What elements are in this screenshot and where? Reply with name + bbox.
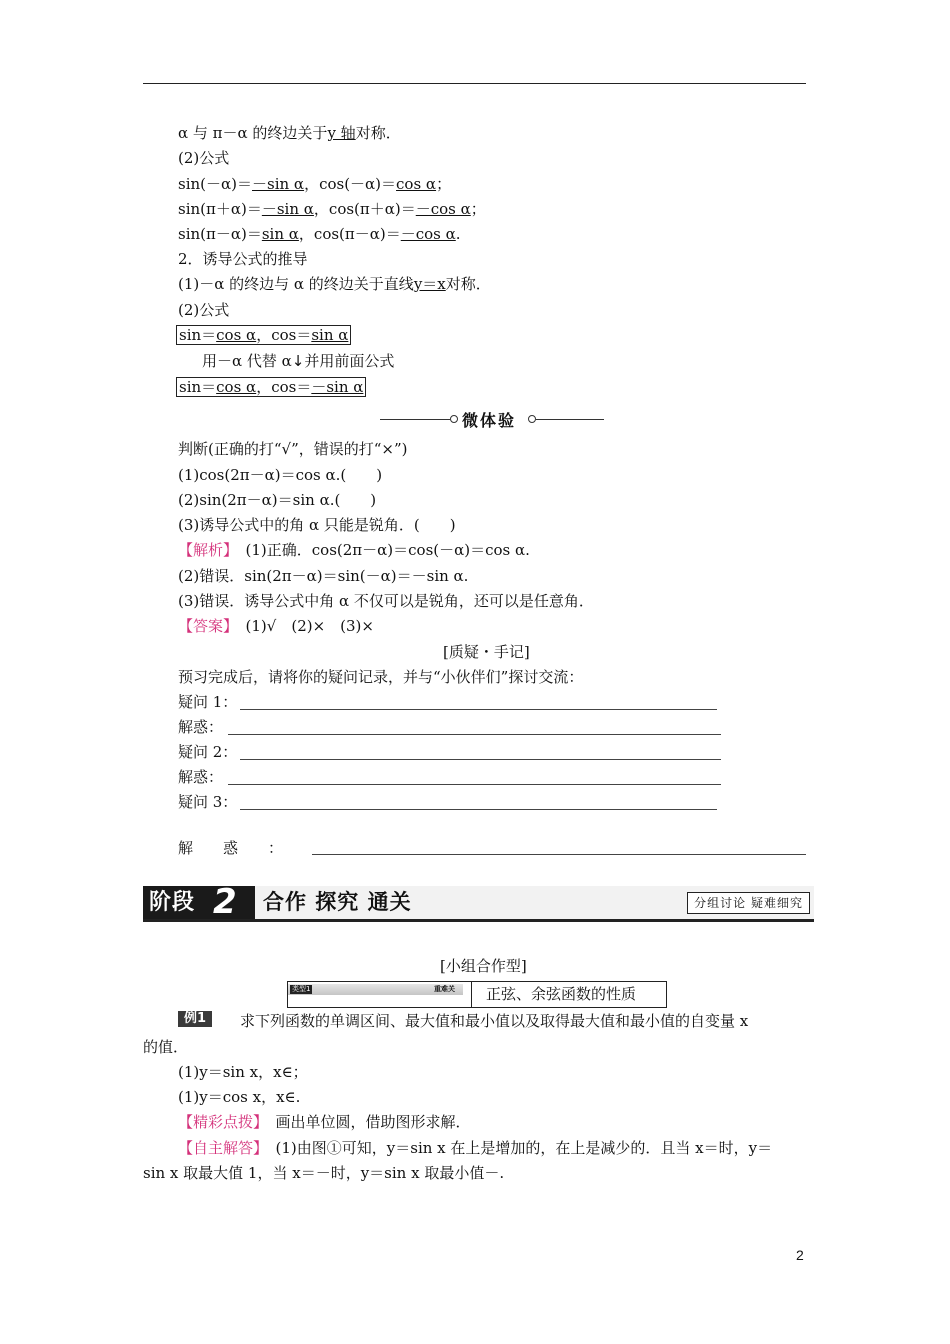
- analysis-line: (3)错误．诱导公式中角 α 不仅可以是锐角，还可以是任意角．: [178, 592, 594, 610]
- question-line: (3)诱导公式中的角 α 只能是锐角．( ): [178, 516, 456, 534]
- note-answer-label: 解惑：: [178, 768, 224, 786]
- solution-line: sin x 取最大值 1，当 x＝－时，y＝sin x 取最小值－.: [143, 1164, 505, 1182]
- down-arrow-icon: ↓: [291, 352, 305, 370]
- analysis-line: (2)错误．sin(2π－α)＝sin(－α)＝－sin α.: [178, 567, 469, 585]
- circle-icon: [528, 415, 536, 423]
- example-question: (1)y＝cos x，x∈.: [178, 1088, 301, 1106]
- type-right-label: 重难关: [434, 985, 455, 993]
- note-blank-line[interactable]: [240, 809, 717, 810]
- note-question-label: 疑问 3：: [178, 793, 238, 811]
- stage-label: 阶段: [143, 886, 255, 919]
- note-blank-line[interactable]: [240, 709, 717, 710]
- notes-intro: 预习完成后，请将你的疑问记录，并与“小伙伴们”探讨交流：: [178, 668, 584, 686]
- text-line: 判断(正确的打“√”，错误的打“×”): [178, 440, 408, 458]
- hint-tag: 【精彩点拨】: [178, 1113, 261, 1131]
- text-line: (2)公式: [178, 149, 230, 167]
- formula-line: sin(π－α)＝sin α，cos(π－α)＝－cos α.: [178, 225, 461, 243]
- note-question-label: 疑问 1：: [178, 693, 238, 711]
- note-blank-line[interactable]: [240, 759, 721, 760]
- question-line: (2)sin(2π－α)＝sin α.( ): [178, 491, 377, 509]
- section-divider: [380, 408, 605, 430]
- type-title: 正弦、余弦函数的性质: [486, 985, 637, 1003]
- analysis-line: 【解析】 (1)正确．cos(2π－α)＝cos(－α)＝cos α.: [178, 541, 530, 559]
- note-answer-label: 解 惑 ：: [178, 839, 284, 857]
- circle-icon: [450, 415, 458, 423]
- hint-line: 【精彩点拨】 画出单位圆，借助图形求解．: [178, 1113, 471, 1131]
- boxed-formula: sin＝cos α，cos＝－sin α: [176, 377, 366, 397]
- note-blank-line[interactable]: [228, 734, 721, 735]
- example-question: (1)y＝sin x，x∈；: [178, 1063, 308, 1081]
- note-answer-label: 解惑：: [178, 718, 224, 736]
- text-line: (1)－α 的终边与 α 的终边关于直线y＝x对称．: [178, 275, 491, 293]
- analysis-tag: 【解析】: [178, 541, 231, 559]
- solution-line: 【自主解答】 (1)由图①可知，y＝sin x 在上是增加的，在上是减少的．且当 x＝时，y＝: [178, 1139, 773, 1157]
- answer-tag: 【答案】: [178, 617, 231, 635]
- text-line: 用－α 代替 α↓并用前面公式: [202, 352, 395, 370]
- type-label: 类型1: [292, 985, 311, 993]
- question-line: (1)cos(2π－α)＝cos α.( ): [178, 466, 383, 484]
- section-heading: [小组合作型]: [440, 957, 527, 975]
- note-question-label: 疑问 2：: [178, 743, 238, 761]
- note-blank-line[interactable]: [312, 854, 806, 855]
- example-tag: 例1: [178, 1011, 212, 1027]
- example-stem: 求下列函数的单调区间、最大值和最小值以及取得最大值和最小值的自变量 x: [240, 1012, 749, 1030]
- example-stem: 的值．: [143, 1038, 189, 1056]
- answer-line: 【答案】 (1)√ (2)× (3)×: [178, 617, 374, 635]
- text-line: α 与 π－α 的终边关于y 轴对称．: [178, 124, 401, 142]
- solution-tag: 【自主解答】: [178, 1139, 261, 1157]
- note-blank-line[interactable]: [228, 784, 721, 785]
- divider-title: 微体验: [462, 411, 517, 430]
- boxed-formula: sin＝cos α，cos＝sin α: [176, 325, 351, 345]
- formula-line: sin(－α)＝－sin α，cos(－α)＝cos α；: [178, 175, 452, 193]
- subheading: 2．诱导公式的推导: [178, 250, 308, 268]
- formula-line: sin(π＋α)＝－sin α，cos(π＋α)＝－cos α；: [178, 200, 486, 218]
- stage-number: 2: [213, 882, 237, 922]
- stage-title: 合作 探究 通关: [263, 890, 412, 914]
- text-line: (2)公式: [178, 301, 230, 319]
- header-rule: [143, 83, 806, 84]
- type-title-box: [287, 981, 667, 1008]
- stage-banner: [143, 882, 814, 922]
- stage-tag: 分组讨论 疑难细究: [687, 892, 810, 914]
- notes-heading: [质疑・手记]: [443, 643, 530, 661]
- page-number: 2: [796, 1247, 804, 1263]
